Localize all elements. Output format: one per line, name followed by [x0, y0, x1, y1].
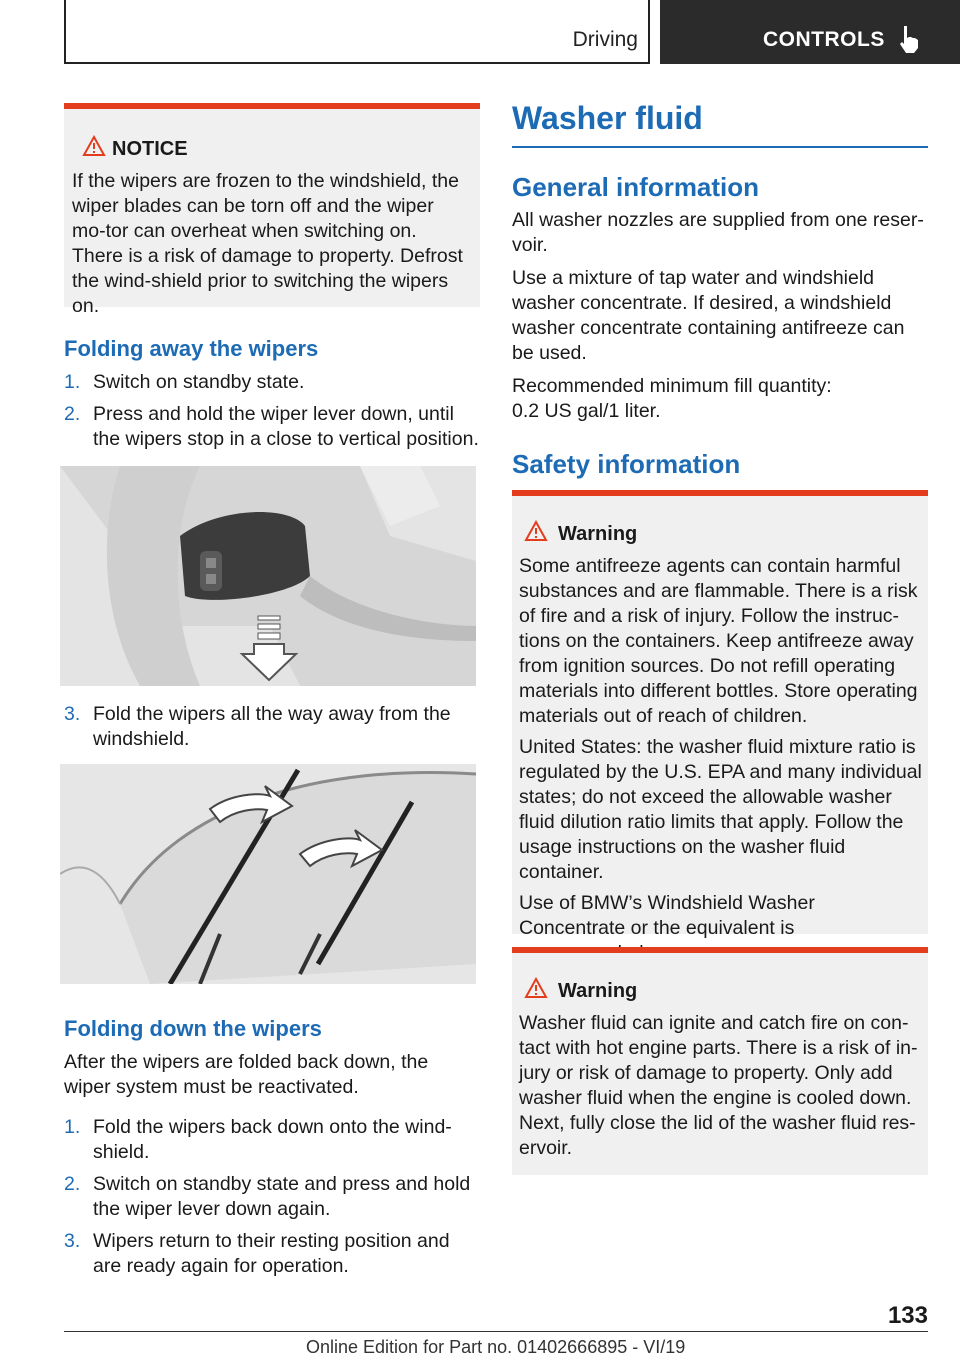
step-text: Fold the wipers all the way away from the windshield. — [93, 703, 451, 750]
step-text: Wipers return to their resting position and are ready again for operation. — [93, 1230, 450, 1277]
warning-paragraph: Use of BMW’s Windshield Washer Concentrate or the equivalent is — [519, 892, 815, 939]
warning-box — [512, 490, 928, 939]
step-text: Switch on standby state. — [93, 371, 305, 393]
warning-text — [519, 554, 924, 972]
warning-paragraph: Some antifreeze agents can contain harmful substances and are flammable. There is a risk of fire and a risk of injury. Follow the instruc-tions on the containers. Keep antifreeze away from ignition sources. Do not refill operating materials into different bottles. Store operating materials out of reach of children. — [519, 555, 918, 727]
wipers-folded-drawing — [60, 764, 476, 984]
folding-down-intro: After the wipers are folded back down, the wiper system must be reactivated. — [64, 1051, 429, 1098]
general-info-heading: General information — [512, 172, 760, 202]
header-section-box — [64, 0, 650, 64]
step-number: 2. — [64, 403, 81, 425]
folding-down-heading: Folding down the wipers — [64, 1016, 322, 1041]
header-chapter-label: CONTROLS — [763, 28, 885, 51]
warning-triangle-icon — [82, 135, 106, 157]
safety-info-heading: Safety information — [512, 449, 741, 479]
general-paragraph: 0.2 US gal/1 liter. — [512, 400, 661, 422]
step-number: 3. — [64, 703, 81, 725]
heading-rule — [512, 146, 928, 148]
general-paragraph: Recommended minimum fill quantity: — [512, 375, 832, 397]
step-number: 1. — [64, 371, 81, 393]
warning-paragraph: United States: the washer fluid mixture ratio is regulated by the U.S. EPA and many individual states; do not exceed the allowable washer fluid dilution ratio limits that apply. Follow the usage instructions on the washer fluid container. — [519, 736, 922, 883]
wipers-folded-illustration — [60, 764, 476, 984]
warning-triangle-icon — [524, 520, 548, 542]
wiper-lever-drawing — [60, 466, 476, 686]
warning-title: Warning — [558, 523, 638, 545]
warning-paragraph: Washer fluid can ignite and catch fire on con-tact with hot engine parts. There is a risk of in-jury or risk of damage to property. Only add washer fluid when the engine is cooled down. Next, fully close the lid of the washer fluid res-ervoir. — [519, 1012, 918, 1159]
header-section-title: Driving — [572, 28, 638, 51]
warning-text — [519, 1011, 924, 1167]
folding-away-heading: Folding away the wipers — [64, 336, 319, 361]
notice-box — [64, 103, 480, 317]
footer-edition: Online Edition for Part no. 01402666895 - VI/19 — [306, 1337, 686, 1357]
notice-title: NOTICE — [112, 138, 188, 160]
step-number: 2. — [64, 1173, 81, 1195]
warning-box — [512, 947, 928, 1175]
step-text: Switch on standby state and press and hold the wiper lever down again. — [93, 1173, 471, 1220]
general-paragraph: Use a mixture of tap water and windshield washer concentrate. If desired, a windshield washer concentrate containing antifreeze can be used. — [512, 267, 905, 364]
page-number: 133 — [887, 1302, 928, 1329]
washer-fluid-heading: Washer fluid — [512, 100, 703, 136]
wiper-lever-illustration — [60, 466, 476, 686]
step-text: Press and hold the wiper lever down, until the wipers stop in a close to vertical position. — [93, 403, 479, 450]
warning-triangle-icon — [524, 977, 548, 999]
footer-rule — [64, 1331, 928, 1332]
notice-text: If the wipers are frozen to the windshield, the wiper blades can be torn off and the wiper mo-tor can overheat when switching on. There is a risk of damage to property. Defrost the wind-shield prior to switching the wipers on. — [72, 170, 463, 317]
header-chapter-tab — [660, 0, 960, 64]
warning-title: Warning — [558, 980, 638, 1002]
step-number: 1. — [64, 1116, 81, 1138]
step-number: 3. — [64, 1230, 81, 1252]
hand-pointer-icon — [896, 24, 924, 54]
general-paragraph: All washer nozzles are supplied from one reser-voir. — [512, 209, 924, 256]
step-text: Fold the wipers back down onto the wind-shield. — [93, 1116, 452, 1163]
